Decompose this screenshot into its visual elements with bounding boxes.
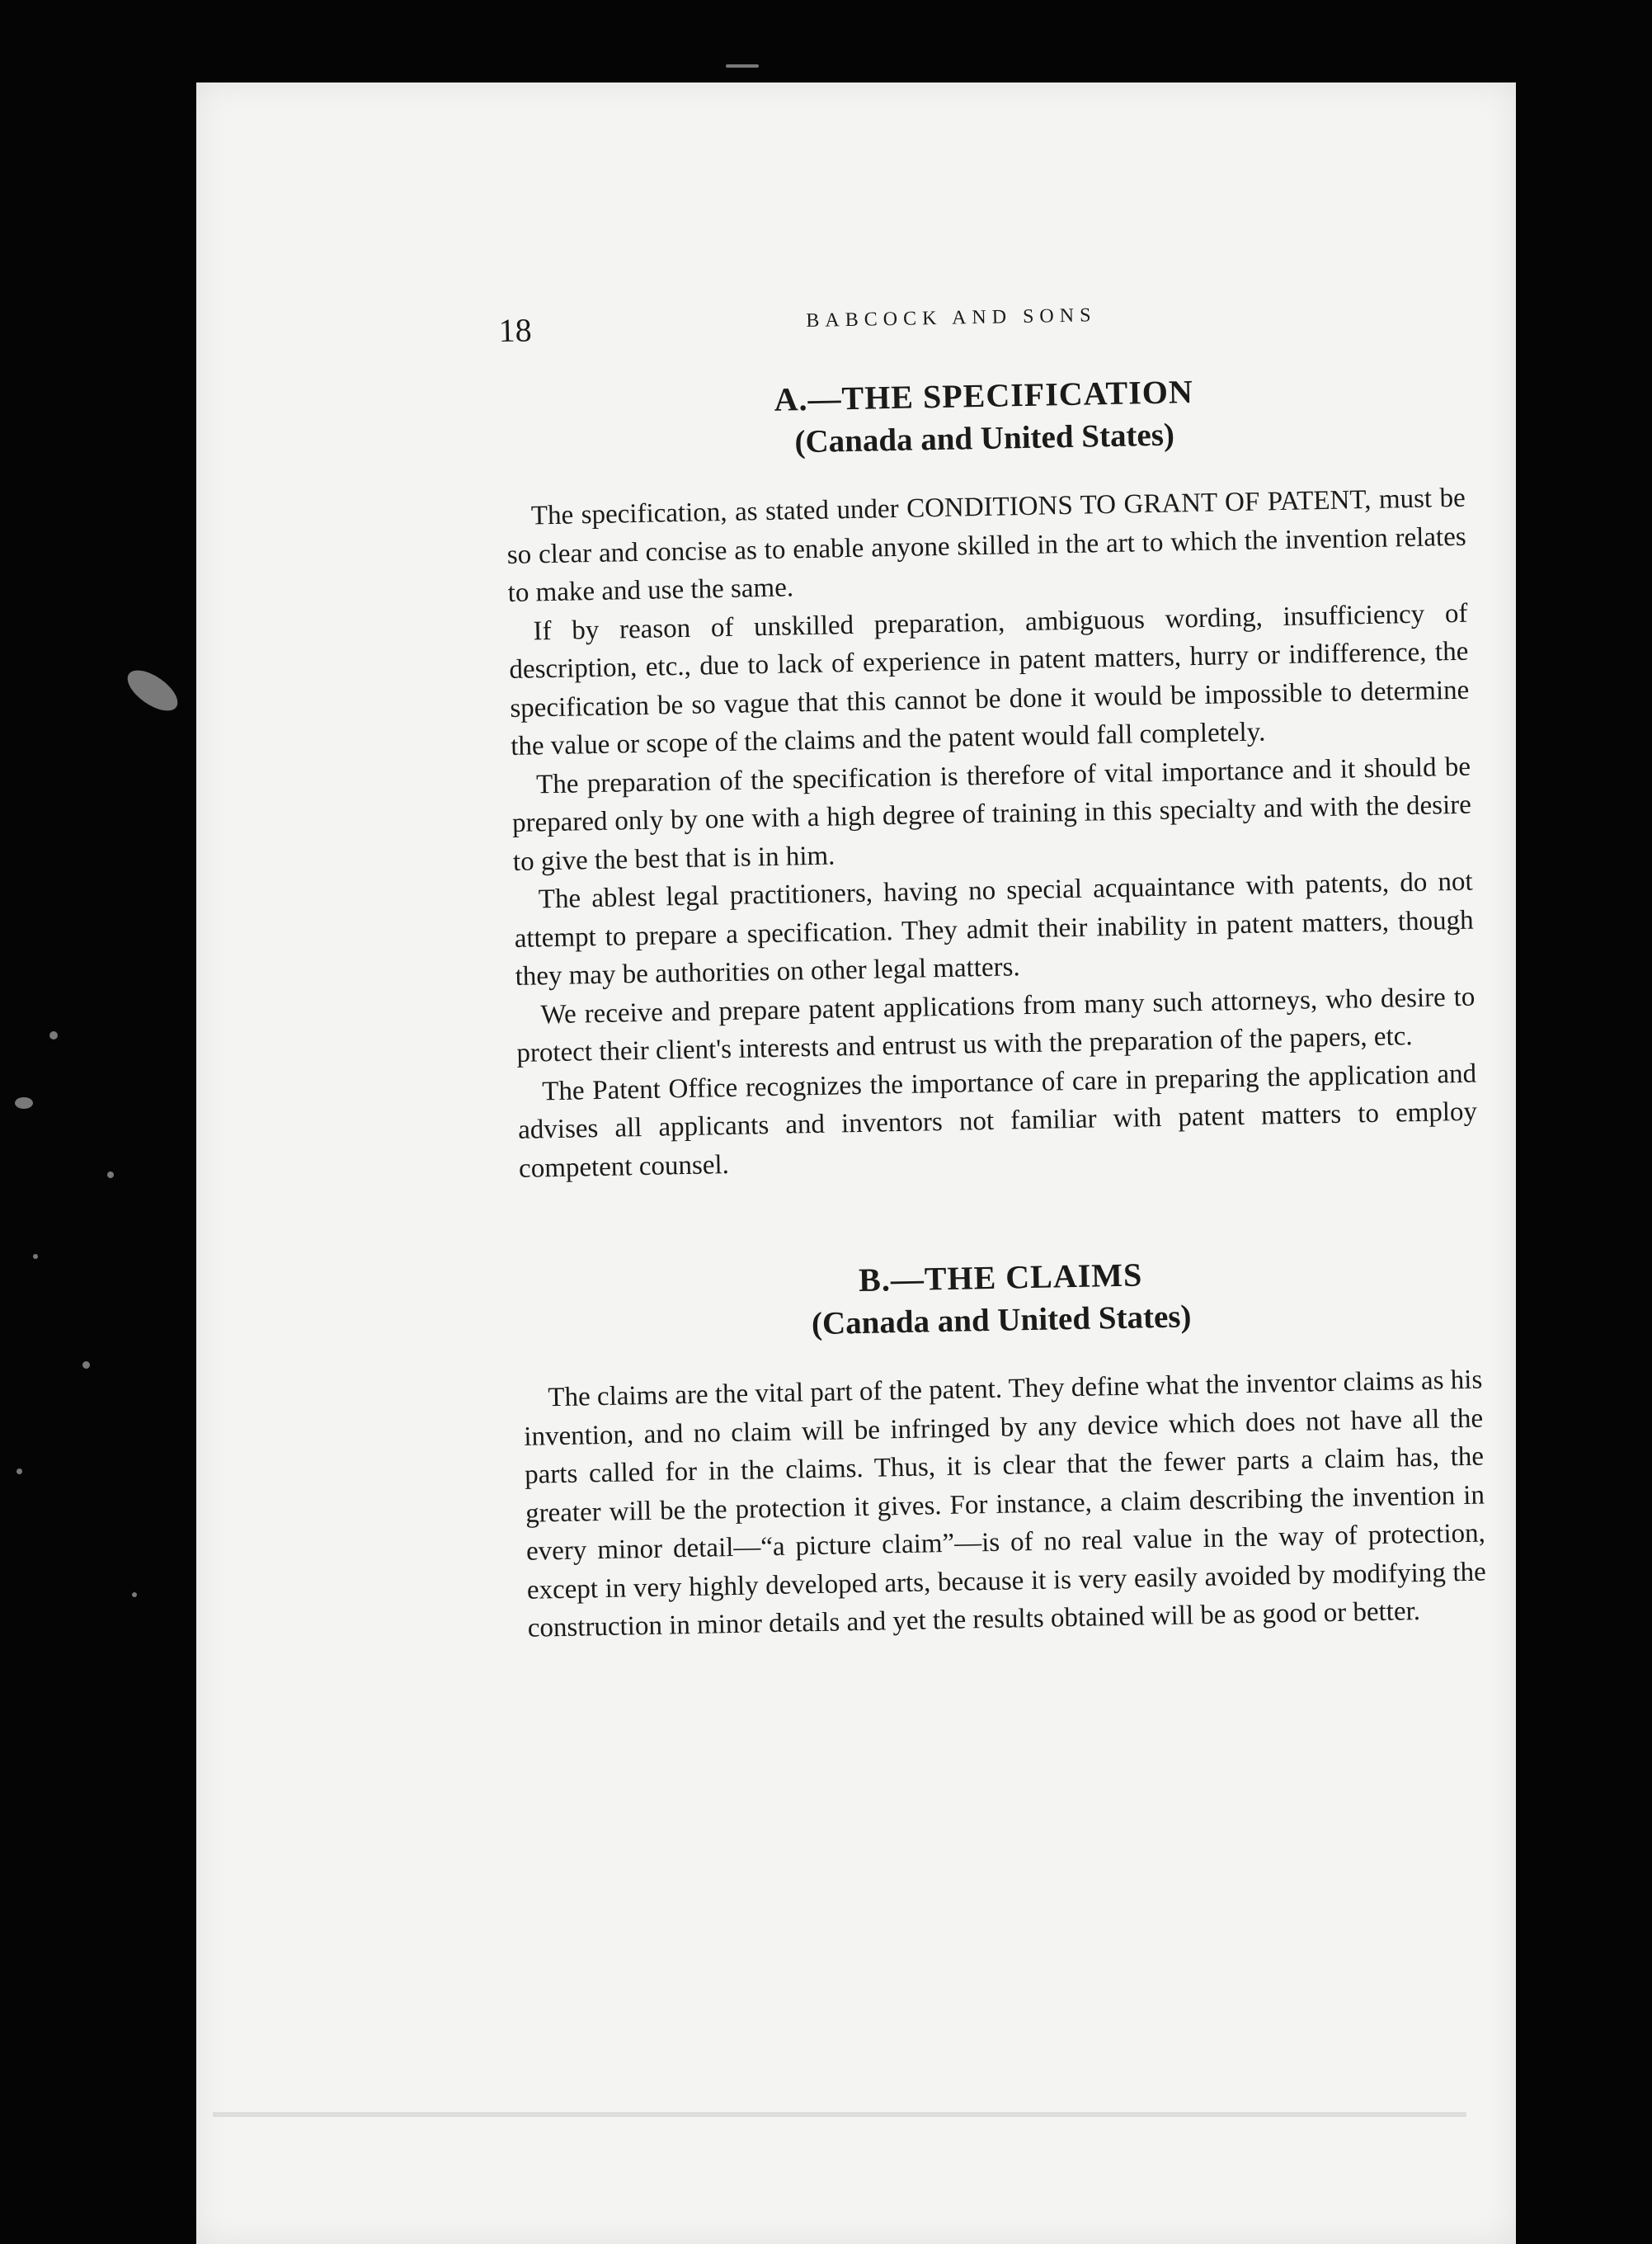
section-gap xyxy=(309,1170,1480,1247)
paragraph: The Patent Office recognizes the importance of care in preparing the application and advises all applicants and inventors not familiar with patent matters to employ competent counsel. xyxy=(517,1058,1478,1184)
scan-speck xyxy=(107,1172,114,1178)
scan-speck xyxy=(49,1031,58,1040)
scan-speck xyxy=(82,1361,90,1369)
section-subtitle: (Canada and United States) xyxy=(794,417,1175,460)
paragraph: If by reason of unskilled preparation, ambiguous wording, insufficiency of description, etc., due to lack of experience in patent matters, hurry or indifference, the specification be so vague that this cannot be done it would be impossible to determine the value or scope of the claims and the patent would fall completely. xyxy=(509,598,1470,761)
page-edge xyxy=(213,2112,1466,2117)
section-title: B.—THE CLAIMS xyxy=(858,1256,1143,1299)
page-content xyxy=(290,199,1487,1652)
page-number: 18 xyxy=(498,311,533,350)
scan-speck xyxy=(726,64,759,68)
running-title: BABCOCK AND SONS xyxy=(806,304,1097,332)
scan-speck xyxy=(121,662,185,719)
section-title: A.—THE SPECIFICATION xyxy=(774,373,1194,418)
scan-speck xyxy=(16,1468,22,1474)
section-claims xyxy=(520,1247,1487,1648)
paragraph: The preparation of the specification is therefore of vital importance and it should be prepared only by one with a high degree of training in this specialty and with the desire to give the best that is in him. xyxy=(511,752,1472,877)
scan-speck xyxy=(15,1097,33,1109)
scan-speck xyxy=(33,1254,38,1259)
section-specification xyxy=(504,365,1479,1188)
paragraph: The ablest legal practitioners, having no special acquaintance with patents, do not attempt to prepare a specification. They admit their inability in patent matters, though they may be authorities on other legal matters. xyxy=(514,866,1474,992)
paragraph: The claims are the vital part of the patent. They define what the inventor claims as his invention, and no claim will be infringed by any device which does not have all the parts called for in the claims. Thus, it is clear that the fewer parts a claim has, the greater will be the protection it gives. For instance, a claim describing the invention in every minor detail—“a picture claim”—is of no real value in the way of protection, except in very highly developed arts, because it is very easily avoided by modifying the construction in minor details and yet the results obtained will be as good or better. xyxy=(523,1365,1487,1643)
section-subtitle: (Canada and United States) xyxy=(811,1299,1192,1342)
paragraph: We receive and prepare patent applications from many such attorneys, who desire to protect their client's interests and entrust us with the preparation of the papers, etc. xyxy=(516,982,1476,1068)
running-header xyxy=(292,293,1462,365)
paragraph: The specification, as stated under CONDITIONS TO GRANT OF PATENT, must be so clear and concise as to enable anyone skilled in the art to which the invention relates to make and use the same. xyxy=(506,483,1466,609)
scan-speck xyxy=(132,1592,137,1597)
